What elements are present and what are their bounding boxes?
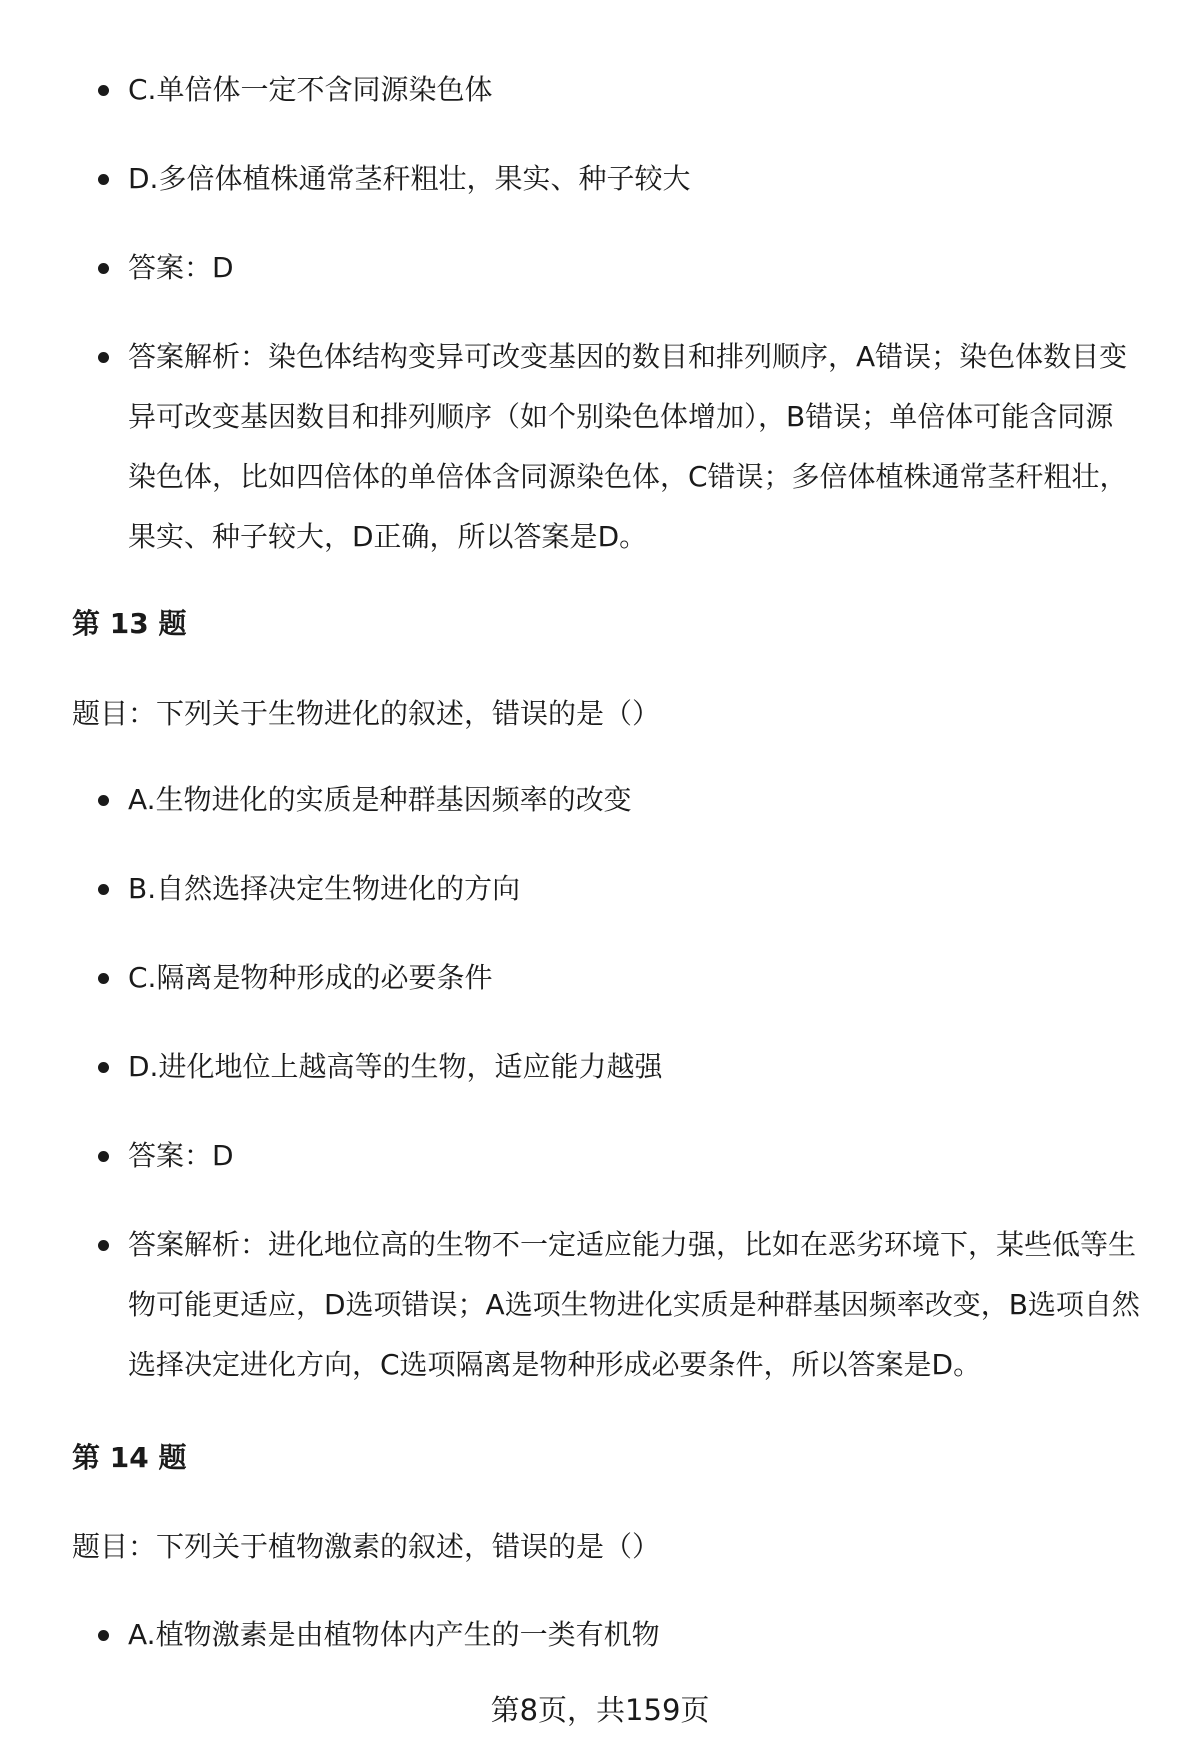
bullet-icon <box>98 795 109 806</box>
option-text: D.进化地位上越高等的生物，适应能力越强 <box>128 1050 663 1083</box>
explanation <box>0 327 1200 567</box>
answer-text: 答案：D <box>128 1139 234 1172</box>
explanation-text: 答案解析：染色体结构变异可改变基因的数目和排列顺序，A错误；染色体数目变异可改变基因数目和排列顺序（如个别染色体增加），B错误；单倍体可能含同源染色体，比如四倍体的单倍体含同源染色体，C错误；多倍体植株通常茎秆粗壮，果实、种子较大，D正确，所以答案是D。 <box>128 340 1128 553</box>
bullet-icon <box>98 884 109 895</box>
answer <box>0 238 1200 298</box>
option-a <box>0 770 1200 830</box>
prev-question-list <box>0 60 1200 591</box>
option-a <box>0 1605 1200 1665</box>
option-text: A.生物进化的实质是种群基因频率的改变 <box>128 783 632 816</box>
option-text: C.隔离是物种形成的必要条件 <box>128 961 493 994</box>
option-c <box>0 60 1200 120</box>
bullet-icon <box>98 174 109 185</box>
question-14-heading: 第 14 题 <box>72 1441 187 1474</box>
option-d <box>0 1037 1200 1097</box>
bullet-icon <box>98 1240 109 1251</box>
question-14-list <box>0 1605 1200 1694</box>
bullet-icon <box>98 263 109 274</box>
question-13-stem: 题目：下列关于生物进化的叙述，错误的是（） <box>72 697 661 730</box>
option-text: C.单倍体一定不含同源染色体 <box>128 73 493 106</box>
option-text: B.自然选择决定生物进化的方向 <box>128 872 521 905</box>
option-d <box>0 149 1200 209</box>
explanation-text: 答案解析：进化地位高的生物不一定适应能力强，比如在恶劣环境下，某些低等生物可能更适应，D选项错误；A选项生物进化实质是种群基因频率改变，B选项自然选择决定进化方向，C选项隔离是物种形成必要条件，所以答案是D。 <box>128 1228 1140 1381</box>
question-13-heading: 第 13 题 <box>72 607 187 640</box>
bullet-icon <box>98 1630 109 1641</box>
bullet-icon <box>98 85 109 96</box>
bullet-icon <box>98 1151 109 1162</box>
question-14-stem: 题目：下列关于植物激素的叙述，错误的是（） <box>72 1530 661 1563</box>
bullet-icon <box>98 352 109 363</box>
explanation <box>0 1215 1200 1395</box>
answer-text: 答案：D <box>128 251 234 284</box>
option-b <box>0 859 1200 919</box>
option-text: D.多倍体植株通常茎秆粗壮，果实、种子较大 <box>128 162 691 195</box>
answer <box>0 1126 1200 1186</box>
bullet-icon <box>98 1062 109 1073</box>
option-text: A.植物激素是由植物体内产生的一类有机物 <box>128 1618 660 1651</box>
option-c <box>0 948 1200 1008</box>
bullet-icon <box>98 973 109 984</box>
question-13-list <box>0 770 1200 1419</box>
page-number: 第8页，共159页 <box>490 1693 710 1727</box>
